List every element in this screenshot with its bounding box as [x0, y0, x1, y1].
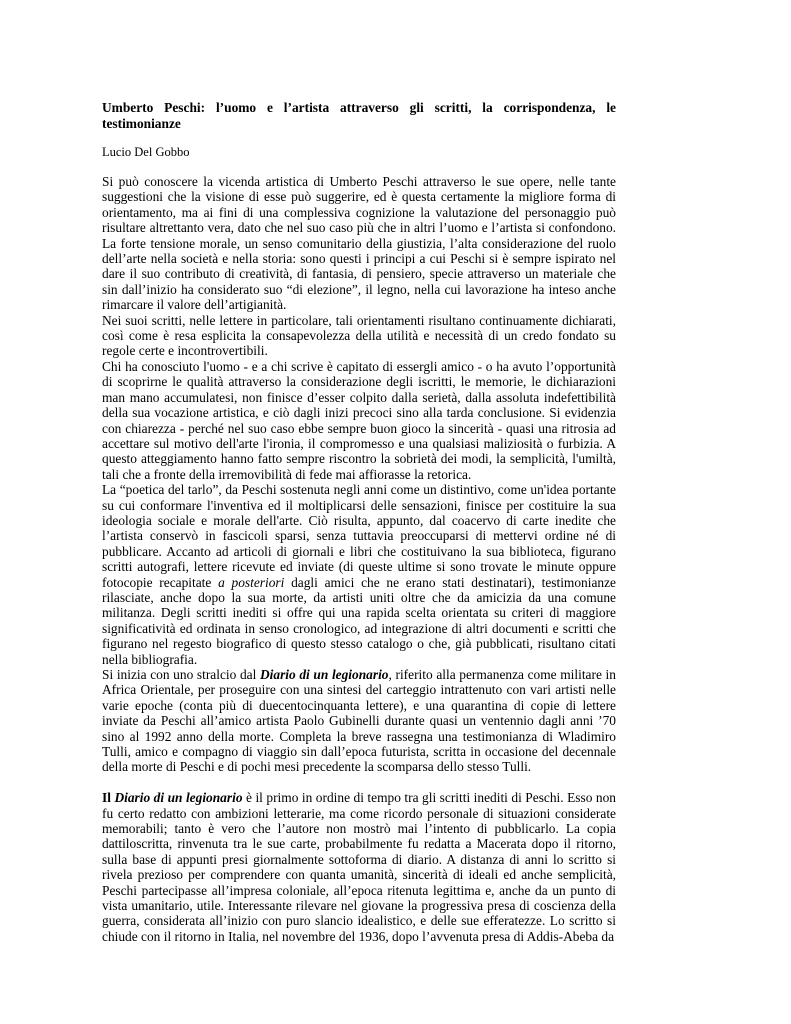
paragraph-writings: [102, 313, 616, 359]
paragraph-diary: [102, 790, 616, 944]
text-run: Chi ha conosciuto l'uomo - e a chi scrive è capitato di essergli amico - o ha avuto l’opportunità di scoprirne le qualità attraverso la considerazione degli iscritti, le memorie, le dichiarazioni man mano accumulatesi, non finisce d’esser colpito dalla serietà, dalla assoluta indefettibilità della sua vocazione artistica, e ciò dagli inizi precoci sino alla tarda conclusione. Si evidenzia con chiarezza - perché nel suo caso ebbe sempre buon gioco la sincerità - quasi una ritrosia ad accettare sul motivo dell'arte l'ironia, il compromesso e una qualsiasi maliziosità o furbizia. A questo atteggiamento hanno fatto sempre riscontro la sobrietà dei modi, la semplicità, l'umiltà, tali che a fronte della irremovibilità di fede mai affiorasse la retorica.: [102, 358, 616, 482]
text-run: Si inizia con uno stralcio dal: [102, 667, 260, 682]
bold-italic-title: Diario di un legionario: [259, 667, 389, 682]
paragraph-contents: [102, 667, 616, 775]
text-run: Nei suoi scritti, nelle lettere in particolare, tali orientamenti risultano continuamente dichiarati, così come è resa esplicita la consapevolezza della utilità e necessità di un credo fondato su regole certe e incontrovertibili.: [102, 312, 616, 359]
bold-text: Il: [102, 790, 115, 806]
document-body: [102, 174, 616, 944]
text-run: , riferito alla permanenza come militare in Africa Orientale, per proseguire con una sintesi del carteggio intrattenuto con vari artisti nelle varie epoche (conta più di duecentocinquanta lettere), e una quarantina di copie di lettere inviate da Peschi all’amico artista Paolo Gubinelli durante quasi un ventennio dagli anni ’70 sino al 1992 anno della morte. Completa la breve rassegna una testimonianza di Wladimiro Tulli, amico e compagno di viaggio sin dall’epoca futurista, scritta in occasione del decennale della morte di Peschi e di pochi mesi precedente la scomparsa dello stesso Tulli.: [102, 667, 616, 775]
text-run: è il primo in ordine di tempo tra gli scritti inediti di Peschi. Esso non fu certo redatto con ambizioni letterarie, ma come ricordo personale di situazioni considerate memorabili; tanto è vero che l’autore non mostrò mai l’intento di pubblicarlo. La copia dattiloscritta, rinvenuta tra le sue carte, probabilmente fu redatta a Macerata dopo il ritorno, sulla base di appunti presi giornalmente sottoforma di diario. A distanza di anni lo scritto si rivela prezioso per comprendere con quanta umanità, sincerità di ideali ed anche semplicità, Peschi partecipasse all’impresa coloniale, all’epoca ritenuta legittima e, anche da un punto di vista umanitario, utile. Interessante rilevare nel giovane la progressiva presa di coscienza della guerra, considerata all’inizio con puro slancio idealistico, e delle sue efferatezze. Lo scritto si chiude con il ritorno in Italia, nel novembre del 1936, dopo l’avvenuta presa di Addis-Abeba da: [102, 790, 616, 944]
text-run: dagli amici che ne erano stati destinatari), testimonianze rilasciate, anche dopo la sua morte, da artisti uniti oltre che da amicizia da una comune militanza. Degli scritti inediti si offre qui una rapida scelta orientata su criteri di maggiore significatività ed ordinata in senso cronologico, ad integrazione di altri documenti e scritti che figurano nel regesto biografico di questo stesso catalogo o che, già pubblicati, risultano citati nella bibliografia.: [102, 574, 616, 667]
paragraph-intro: [102, 174, 616, 313]
paragraph-character: [102, 359, 616, 482]
document-author: Lucio Del Gobbo: [102, 145, 190, 159]
document-title: Umberto Peschi: l’uomo e l’artista attraverso gli scritti, la corrispondenza, le testimonianze: [102, 100, 616, 131]
text-run: La “poetica del tarlo”, da Peschi sostenuta negli anni come un distintivo, come un'idea portante su cui conformare l'inventiva ed il moltiplicarsi delle sensazioni, finisce per costituire la sua ideologia sociale e morale dell'arte. Ciò risulta, appunto, dal coacervo di carte inedite che l’artista conservò in fascicoli sparsi, senza tuttavia preoccuparsi di mettervi ordine né di pubblicare. Accanto ad articoli di giornali e libri che costituivano la sua biblioteca, figurano scritti autografi, lettere ricevute ed inviate (di queste ultime si sono trovate le minute oppure fotocopie recapitate: [102, 482, 616, 590]
italic-text: a posteriori: [218, 574, 285, 590]
bold-italic-title: Diario di un legionario: [114, 790, 243, 806]
text-run: Si può conoscere la vicenda artistica di Umberto Peschi attraverso le sue opere, nelle tante suggestioni che la visione di esse può suggerire, ed è questa certamente la migliore forma di orientamento, ma ai fini di una complessiva cognizione la valutazione del personaggio può risultare altrettanto vera, dato che nel suo caso più che in altri l’uomo e l’artista si confondono. La forte tensione morale, un senso comunitario della giustizia, l’alta considerazione del ruolo dell’arte nella società e nella storia: sono questi i principi a cui Peschi si è sempre ispirato nel dare il suo contributo di creatività, di fantasia, di pensiero, specie attraverso un materiale che sin dall’inizio ha considerato suo “di elezione”, il legno, nella cui lavorazione ha inteso anche rimarcare il valore dell’artigianità.: [102, 174, 616, 313]
document-page: [102, 100, 616, 944]
paragraph-poetics: [102, 482, 616, 667]
